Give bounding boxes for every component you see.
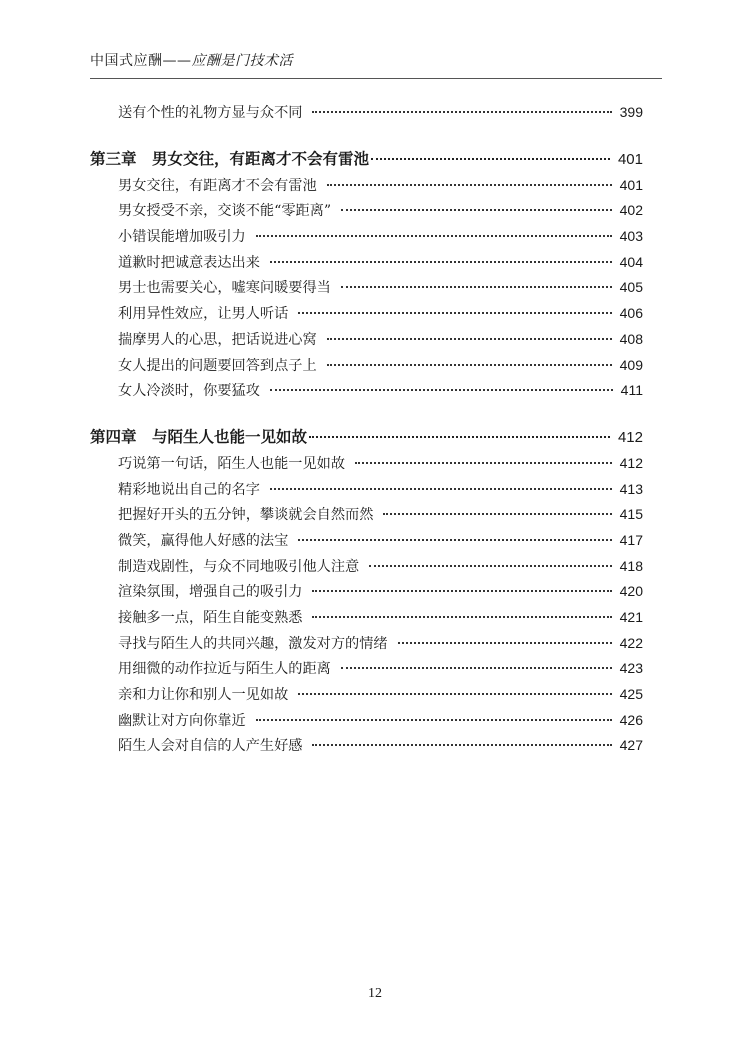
dot-leader bbox=[371, 158, 610, 160]
entry-page-number: 425 bbox=[619, 686, 643, 703]
toc-entry-row[interactable] bbox=[90, 581, 643, 607]
book-title: 中国式应酬 bbox=[90, 53, 163, 69]
entry-title: 利用异性效应，让男人听话 bbox=[118, 306, 289, 323]
entry-title: 巧说第一句话，陌生人也能一见如故 bbox=[118, 455, 346, 472]
toc-entry-row[interactable] bbox=[90, 684, 643, 710]
entry-title: 寻找与陌生人的共同兴趣，激发对方的情绪 bbox=[118, 635, 388, 652]
entry-page-number: 415 bbox=[619, 506, 643, 523]
toc-entry-row[interactable] bbox=[90, 226, 643, 252]
toc-entry-row[interactable] bbox=[90, 175, 643, 201]
toc-entry-row[interactable] bbox=[90, 530, 643, 556]
entry-title: 制造戏剧性，与众不同地吸引他人注意 bbox=[118, 558, 360, 575]
toc-entry-row[interactable] bbox=[90, 329, 643, 355]
toc-entry-row[interactable] bbox=[90, 735, 643, 761]
toc-entry-row[interactable] bbox=[90, 380, 643, 406]
entry-title: 微笑，赢得他人好感的法宝 bbox=[118, 532, 289, 549]
toc-chapter-row[interactable] bbox=[90, 147, 643, 175]
entry-page-number: 401 bbox=[619, 176, 643, 193]
entry-page-number: 421 bbox=[619, 609, 643, 625]
entry-page-number: 413 bbox=[619, 480, 643, 497]
dot-leader bbox=[355, 462, 612, 464]
dot-leader bbox=[312, 616, 611, 618]
entry-page-number: 412 bbox=[617, 428, 643, 446]
dot-leader bbox=[369, 565, 611, 567]
entry-page-number: 423 bbox=[619, 660, 643, 677]
dot-leader bbox=[256, 235, 612, 237]
entry-title: 接触多一点，陌生自能变熟悉 bbox=[118, 610, 303, 626]
toc-entry-row[interactable] bbox=[90, 200, 643, 226]
entry-title: 揣摩男人的心思，把话说进心窝 bbox=[118, 331, 317, 348]
dot-leader bbox=[341, 667, 612, 669]
toc-entry-row[interactable] bbox=[90, 633, 643, 659]
toc-entry-row[interactable] bbox=[90, 479, 643, 505]
toc-entry-row[interactable] bbox=[90, 453, 643, 479]
entry-page-number: 403 bbox=[619, 228, 643, 245]
toc-entry-row[interactable] bbox=[90, 504, 643, 530]
toc-chapter-row[interactable] bbox=[90, 425, 643, 453]
entry-title: 道歉时把诚意表达出来 bbox=[118, 254, 260, 271]
entry-title: 幽默让对方向你靠近 bbox=[118, 712, 246, 729]
chapter-title: 第四章 与陌生人也能一见如故 bbox=[90, 427, 308, 446]
entry-page-number: 402 bbox=[619, 202, 643, 219]
toc-entry-row[interactable] bbox=[90, 277, 643, 303]
dot-leader bbox=[327, 338, 612, 340]
running-header bbox=[90, 52, 662, 79]
dot-leader bbox=[270, 488, 612, 490]
table-of-contents bbox=[90, 102, 643, 761]
entry-page-number: 418 bbox=[619, 557, 643, 574]
dot-leader bbox=[312, 744, 611, 746]
dot-leader bbox=[270, 389, 613, 391]
entry-page-number: 404 bbox=[619, 253, 643, 270]
toc-entry-row[interactable] bbox=[90, 710, 643, 736]
entry-page-number: 409 bbox=[619, 356, 643, 373]
entry-title: 男士也需要关心，嘘寒问暖要得当 bbox=[118, 280, 331, 297]
dot-leader bbox=[270, 261, 612, 263]
entry-title: 小错误能增加吸引力 bbox=[118, 229, 246, 246]
entry-page-number: 408 bbox=[619, 330, 643, 347]
dot-leader bbox=[341, 286, 612, 288]
toc-entry-row[interactable] bbox=[90, 102, 643, 128]
toc-entry-row[interactable] bbox=[90, 658, 643, 684]
toc-entry-row[interactable] bbox=[90, 607, 643, 633]
dot-leader bbox=[256, 719, 612, 721]
entry-page-number: 420 bbox=[619, 583, 643, 600]
entry-page-number: 401 bbox=[617, 150, 643, 168]
entry-title: 把握好开头的五分钟，攀谈就会自然而然 bbox=[118, 507, 374, 524]
entry-page-number: 412 bbox=[619, 454, 643, 471]
entry-page-number: 417 bbox=[619, 531, 643, 548]
entry-page-number: 411 bbox=[620, 382, 643, 399]
entry-page-number: 405 bbox=[619, 279, 643, 296]
chapter-title: 第三章 男女交往，有距离才不会有雷池 bbox=[90, 149, 370, 168]
entry-page-number: 422 bbox=[619, 634, 643, 651]
page-number: 12 bbox=[368, 986, 382, 1001]
dot-leader bbox=[312, 111, 611, 113]
entry-title: 渲染氛围，增强自己的吸引力 bbox=[118, 584, 303, 601]
dot-leader bbox=[398, 642, 612, 644]
entry-title: 用细微的动作拉近与陌生人的距离 bbox=[118, 661, 331, 678]
header-separator: —— bbox=[162, 53, 192, 69]
dot-leader bbox=[309, 436, 610, 438]
entry-title: 女人冷淡时，你要猛攻 bbox=[118, 383, 260, 400]
dot-leader bbox=[298, 312, 611, 314]
toc-entry-row[interactable] bbox=[90, 252, 643, 278]
entry-page-number: 406 bbox=[619, 305, 643, 322]
toc-entry-row[interactable] bbox=[90, 556, 643, 582]
dot-leader bbox=[383, 513, 611, 515]
entry-title: 男女授受不亲，交谈不能“零距离” bbox=[118, 203, 332, 220]
dot-leader bbox=[341, 209, 612, 211]
toc-entry-row[interactable] bbox=[90, 303, 643, 329]
entry-page-number: 399 bbox=[619, 104, 643, 120]
entry-title: 女人提出的问题要回答到点子上 bbox=[118, 357, 317, 374]
book-subtitle: 应酬是门技术活 bbox=[191, 53, 293, 69]
entry-title: 送有个性的礼物方显与众不同 bbox=[118, 105, 303, 121]
entry-page-number: 427 bbox=[619, 737, 643, 754]
entry-title: 精彩地说出自己的名字 bbox=[118, 481, 260, 498]
dot-leader bbox=[298, 693, 611, 695]
toc-entry-row[interactable] bbox=[90, 355, 643, 381]
dot-leader bbox=[327, 184, 612, 186]
entry-title: 亲和力让你和别人一见如故 bbox=[118, 687, 289, 704]
dot-leader bbox=[298, 539, 611, 541]
entry-title: 男女交往，有距离才不会有雷池 bbox=[118, 177, 317, 194]
entry-title: 陌生人会对自信的人产生好感 bbox=[118, 738, 303, 755]
dot-leader bbox=[327, 364, 612, 366]
entry-page-number: 426 bbox=[619, 711, 643, 728]
dot-leader bbox=[312, 590, 611, 592]
